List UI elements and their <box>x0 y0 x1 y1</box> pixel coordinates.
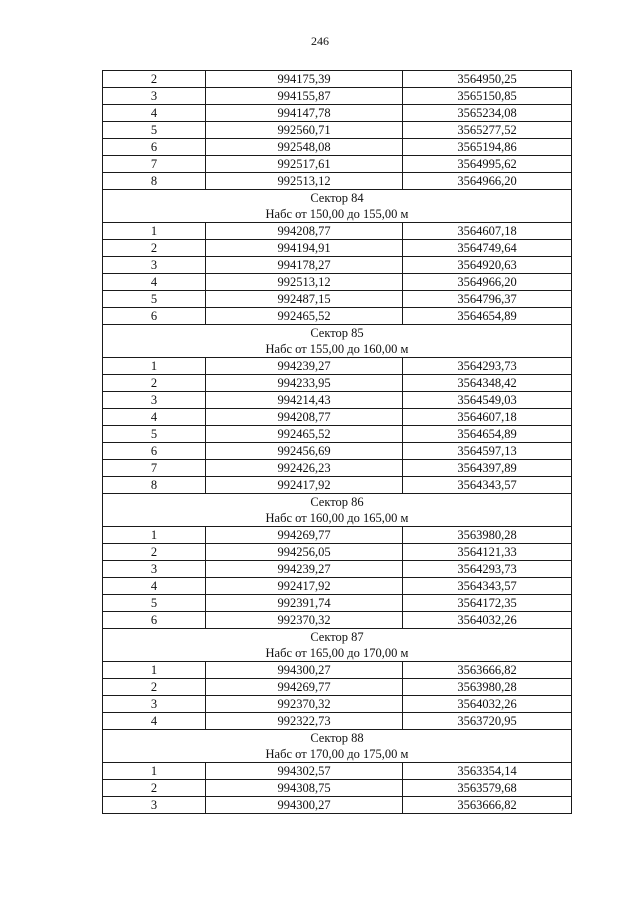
sector-elevation-range: Набс от 165,00 до 170,00 м <box>265 646 409 660</box>
x-coordinate-cell: 994269,77 <box>206 679 403 696</box>
y-coordinate-cell: 3564348,42 <box>403 375 572 392</box>
table-row <box>103 679 572 696</box>
table-row <box>103 122 572 139</box>
y-coordinate-cell: 3564966,20 <box>403 274 572 291</box>
x-coordinate-cell: 992487,15 <box>206 291 403 308</box>
x-coordinate-cell: 994300,27 <box>206 797 403 814</box>
x-coordinate-cell: 992370,32 <box>206 612 403 629</box>
y-coordinate-cell: 3565194,86 <box>403 139 572 156</box>
x-coordinate-cell: 994239,27 <box>206 561 403 578</box>
table-row <box>103 392 572 409</box>
x-coordinate-cell: 994308,75 <box>206 780 403 797</box>
sector-header <box>103 730 572 763</box>
y-coordinate-cell: 3563666,82 <box>403 662 572 679</box>
y-coordinate-cell: 3564995,62 <box>403 156 572 173</box>
y-coordinate-cell: 3565234,08 <box>403 105 572 122</box>
point-number-cell: 5 <box>103 291 206 308</box>
y-coordinate-cell: 3564654,89 <box>403 308 572 325</box>
point-number-cell: 2 <box>103 780 206 797</box>
table-row <box>103 527 572 544</box>
sector-header <box>103 494 572 527</box>
point-number-cell: 1 <box>103 358 206 375</box>
x-coordinate-cell: 994175,39 <box>206 71 403 88</box>
x-coordinate-cell: 994239,27 <box>206 358 403 375</box>
point-number-cell: 4 <box>103 409 206 426</box>
y-coordinate-cell: 3563980,28 <box>403 679 572 696</box>
sector-title: Сектор 85 <box>310 326 364 340</box>
table-row <box>103 544 572 561</box>
table-row <box>103 797 572 814</box>
sector-header-row <box>103 494 572 527</box>
y-coordinate-cell: 3564966,20 <box>403 173 572 190</box>
table-row <box>103 274 572 291</box>
point-number-cell: 3 <box>103 797 206 814</box>
sector-elevation-range: Набс от 150,00 до 155,00 м <box>265 207 409 221</box>
table-row <box>103 561 572 578</box>
point-number-cell: 3 <box>103 88 206 105</box>
point-number-cell: 2 <box>103 679 206 696</box>
y-coordinate-cell: 3565277,52 <box>403 122 572 139</box>
x-coordinate-cell: 992513,12 <box>206 274 403 291</box>
table-row <box>103 426 572 443</box>
y-coordinate-cell: 3564597,13 <box>403 443 572 460</box>
y-coordinate-cell: 3564343,57 <box>403 477 572 494</box>
coordinates-table-body <box>103 71 572 814</box>
x-coordinate-cell: 992426,23 <box>206 460 403 477</box>
x-coordinate-cell: 994233,95 <box>206 375 403 392</box>
y-coordinate-cell: 3563720,95 <box>403 713 572 730</box>
table-row <box>103 358 572 375</box>
y-coordinate-cell: 3564397,89 <box>403 460 572 477</box>
x-coordinate-cell: 994302,57 <box>206 763 403 780</box>
table-row <box>103 595 572 612</box>
sector-title: Сектор 87 <box>310 630 364 644</box>
table-row <box>103 578 572 595</box>
y-coordinate-cell: 3564172,35 <box>403 595 572 612</box>
point-number-cell: 3 <box>103 696 206 713</box>
x-coordinate-cell: 994214,43 <box>206 392 403 409</box>
point-number-cell: 6 <box>103 308 206 325</box>
x-coordinate-cell: 992456,69 <box>206 443 403 460</box>
sector-elevation-range: Набс от 170,00 до 175,00 м <box>265 747 409 761</box>
y-coordinate-cell: 3564607,18 <box>403 409 572 426</box>
sector-header-row <box>103 190 572 223</box>
point-number-cell: 4 <box>103 105 206 122</box>
x-coordinate-cell: 992465,52 <box>206 308 403 325</box>
table-row <box>103 139 572 156</box>
y-coordinate-cell: 3564549,03 <box>403 392 572 409</box>
point-number-cell: 5 <box>103 426 206 443</box>
sector-elevation-range: Набс от 155,00 до 160,00 м <box>265 342 409 356</box>
sector-header-row <box>103 730 572 763</box>
point-number-cell: 1 <box>103 662 206 679</box>
sector-header <box>103 190 572 223</box>
sector-title: Сектор 86 <box>310 495 364 509</box>
point-number-cell: 1 <box>103 763 206 780</box>
sector-header <box>103 325 572 358</box>
y-coordinate-cell: 3564032,26 <box>403 696 572 713</box>
y-coordinate-cell: 3564654,89 <box>403 426 572 443</box>
y-coordinate-cell: 3564293,73 <box>403 358 572 375</box>
table-row <box>103 105 572 122</box>
point-number-cell: 4 <box>103 274 206 291</box>
y-coordinate-cell: 3563354,14 <box>403 763 572 780</box>
point-number-cell: 6 <box>103 139 206 156</box>
table-row <box>103 88 572 105</box>
point-number-cell: 2 <box>103 375 206 392</box>
y-coordinate-cell: 3565150,85 <box>403 88 572 105</box>
table-row <box>103 308 572 325</box>
x-coordinate-cell: 992370,32 <box>206 696 403 713</box>
x-coordinate-cell: 992417,92 <box>206 578 403 595</box>
table-row <box>103 409 572 426</box>
y-coordinate-cell: 3564950,25 <box>403 71 572 88</box>
x-coordinate-cell: 992417,92 <box>206 477 403 494</box>
sector-title: Сектор 88 <box>310 731 364 745</box>
y-coordinate-cell: 3564121,33 <box>403 544 572 561</box>
point-number-cell: 3 <box>103 392 206 409</box>
table-row <box>103 713 572 730</box>
table-row <box>103 780 572 797</box>
point-number-cell: 3 <box>103 257 206 274</box>
table-row <box>103 71 572 88</box>
point-number-cell: 8 <box>103 173 206 190</box>
x-coordinate-cell: 994300,27 <box>206 662 403 679</box>
x-coordinate-cell: 994194,91 <box>206 240 403 257</box>
point-number-cell: 6 <box>103 443 206 460</box>
point-number-cell: 4 <box>103 578 206 595</box>
y-coordinate-cell: 3564796,37 <box>403 291 572 308</box>
page-number: 246 <box>311 34 329 48</box>
point-number-cell: 3 <box>103 561 206 578</box>
point-number-cell: 2 <box>103 71 206 88</box>
y-coordinate-cell: 3564293,73 <box>403 561 572 578</box>
point-number-cell: 1 <box>103 527 206 544</box>
x-coordinate-cell: 994256,05 <box>206 544 403 561</box>
point-number-cell: 2 <box>103 240 206 257</box>
point-number-cell: 1 <box>103 223 206 240</box>
sector-header-row <box>103 325 572 358</box>
x-coordinate-cell: 994147,78 <box>206 105 403 122</box>
x-coordinate-cell: 994269,77 <box>206 527 403 544</box>
y-coordinate-cell: 3564032,26 <box>403 612 572 629</box>
sector-title: Сектор 84 <box>310 191 364 205</box>
table-row <box>103 477 572 494</box>
x-coordinate-cell: 994208,77 <box>206 409 403 426</box>
x-coordinate-cell: 992560,71 <box>206 122 403 139</box>
table-row <box>103 763 572 780</box>
table-row <box>103 612 572 629</box>
point-number-cell: 8 <box>103 477 206 494</box>
y-coordinate-cell: 3564749,64 <box>403 240 572 257</box>
table-row <box>103 696 572 713</box>
sector-header-row <box>103 629 572 662</box>
x-coordinate-cell: 992548,08 <box>206 139 403 156</box>
point-number-cell: 5 <box>103 595 206 612</box>
y-coordinate-cell: 3563980,28 <box>403 527 572 544</box>
y-coordinate-cell: 3563666,82 <box>403 797 572 814</box>
table-row <box>103 257 572 274</box>
point-number-cell: 2 <box>103 544 206 561</box>
y-coordinate-cell: 3564343,57 <box>403 578 572 595</box>
table-row <box>103 291 572 308</box>
point-number-cell: 7 <box>103 156 206 173</box>
x-coordinate-cell: 992517,61 <box>206 156 403 173</box>
table-row <box>103 662 572 679</box>
coordinates-table <box>102 70 572 814</box>
x-coordinate-cell: 992513,12 <box>206 173 403 190</box>
table-row <box>103 460 572 477</box>
point-number-cell: 7 <box>103 460 206 477</box>
x-coordinate-cell: 994178,27 <box>206 257 403 274</box>
table-row <box>103 223 572 240</box>
sector-header <box>103 629 572 662</box>
y-coordinate-cell: 3563579,68 <box>403 780 572 797</box>
sector-elevation-range: Набс от 160,00 до 165,00 м <box>265 511 409 525</box>
x-coordinate-cell: 992465,52 <box>206 426 403 443</box>
table-row <box>103 156 572 173</box>
point-number-cell: 5 <box>103 122 206 139</box>
point-number-cell: 6 <box>103 612 206 629</box>
x-coordinate-cell: 994208,77 <box>206 223 403 240</box>
x-coordinate-cell: 992391,74 <box>206 595 403 612</box>
table-row <box>103 240 572 257</box>
y-coordinate-cell: 3564607,18 <box>403 223 572 240</box>
point-number-cell: 4 <box>103 713 206 730</box>
table-row <box>103 375 572 392</box>
y-coordinate-cell: 3564920,63 <box>403 257 572 274</box>
table-row <box>103 443 572 460</box>
x-coordinate-cell: 992322,73 <box>206 713 403 730</box>
table-row <box>103 173 572 190</box>
x-coordinate-cell: 994155,87 <box>206 88 403 105</box>
